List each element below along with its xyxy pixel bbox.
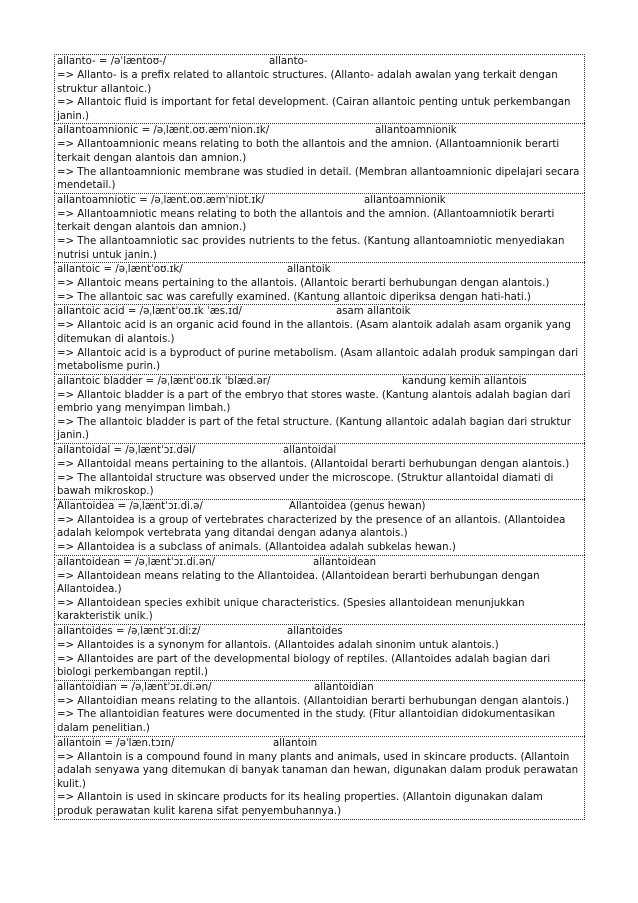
- example-sentence: => Allantoidea is a group of vertebrates characterized by the presence of an allantois. (Allantoidea adalah kelompok vertebrata yang ditandai dengan adanya alantois.): [57, 514, 566, 540]
- dictionary-entry: [54, 54, 585, 123]
- translation: allantoin: [273, 737, 318, 749]
- entry-header: [55, 737, 584, 751]
- translation: kandung kemih allantois: [402, 375, 527, 387]
- dictionary-entry: [54, 262, 585, 304]
- example-sentence: => Allantoidean means relating to the Allantoidea. (Allantoidean berarti berhubungan dengan Allantoidea.): [57, 570, 540, 596]
- dictionary-entry: [54, 304, 585, 373]
- dictionary-entry: [54, 193, 585, 262]
- headword-pronunciation: allantoic = /əˌlæntˈoʊ.ɪk/: [57, 264, 183, 276]
- example-sentence: => The allantoic bladder is part of the fetal structure. (Kantung allantoic adalah bagian dari struktur janin.): [57, 416, 571, 442]
- headword-pronunciation: Allantoidea = /əˌlæntˈɔɪ.di.ə/: [57, 500, 203, 512]
- headword-pronunciation: allantoides = /əˌlæntˈɔɪ.diːz/: [57, 626, 201, 637]
- example-sentence: => Allantoin is used in skincare products for its healing properties. (Allantoin digunakan dalam produk perawatan kulit karena sifat penyembuhannya.): [57, 792, 543, 817]
- example-sentence: => Allantoidian means relating to the allantois. (Allantoidian berarti berhubungan dengan alantois.): [57, 695, 569, 707]
- headword-pronunciation: allantoamniotic = /əˌlænt.oʊ.æmˈniɒt.ɪk/: [57, 194, 265, 206]
- example-sentence: => Allantoidea is a subclass of animals. (Allantoidea adalah subkelas hewan.): [57, 542, 456, 554]
- entry-header: [55, 124, 584, 138]
- entry-header: [55, 556, 584, 570]
- translation: allantoidean: [313, 556, 377, 568]
- entry-header: [55, 263, 584, 277]
- dictionary-entry: [54, 123, 585, 192]
- example-sentence: => Allantoides are part of the developmental biology of reptiles. (Allantoides adalah bagian dari biologi perkembangan reptil.): [57, 653, 551, 679]
- headword-pronunciation: allantoic acid = /əˌlæntˈoʊ.ɪk ˈæs.ɪd/: [57, 306, 242, 318]
- translation: allantoides: [287, 626, 343, 637]
- dictionary-entry: [54, 555, 585, 624]
- example-sentence: => Allantoides is a synonym for allantois. (Allantoides adalah sinonim untuk alantois.): [57, 640, 499, 651]
- translation: allantoamnionik: [364, 194, 446, 206]
- entry-header: [55, 625, 584, 639]
- dictionary-entry: [54, 736, 585, 820]
- translation: asam allantoik: [336, 306, 411, 318]
- example-sentence: => Allantoic bladder is a part of the embryo that stores waste. (Kantung alantois adalah bagian dari embrio yang menyimpan limbah.): [57, 389, 571, 415]
- entry-header: [55, 194, 584, 208]
- headword-pronunciation: allantoidian = /əˌlæntˈɔɪ.di.ən/: [57, 681, 212, 693]
- dictionary-entry: [54, 374, 585, 443]
- entry-header: [55, 55, 584, 69]
- translation: allanto-: [269, 56, 308, 67]
- headword-pronunciation: allantoamnionic = /əˌlænt.oʊ.æmˈnion.ɪk/: [57, 125, 270, 137]
- translation: allantoidian: [314, 681, 374, 693]
- dictionary-entry: [54, 624, 585, 680]
- example-sentence: => The allantoic sac was carefully examined. (Kantung allantoic diperiksa dengan hati-hati.): [57, 291, 531, 303]
- headword-pronunciation: allantoin = /əˈlæn.tɔɪn/: [57, 737, 175, 749]
- translation: Allantoidea (genus hewan): [289, 500, 426, 512]
- example-sentence: => Allantoamniotic means relating to both the allantois and the amnion. (Allantoamniotik berarti terkait dengan alantois dan amnion.): [57, 208, 555, 234]
- example-sentence: => Allantoic means pertaining to the allantois. (Allantoic berarti berhubungan dengan alantois.): [57, 278, 550, 290]
- example-sentence: => Allantoidean species exhibit unique characteristics. (Spesies allantoidean menunjukkan karakteristik unik.): [57, 597, 525, 623]
- entry-header: [55, 500, 584, 514]
- dictionary-entry: [54, 443, 585, 499]
- dictionary-table: [54, 54, 585, 820]
- headword-pronunciation: allantoic bladder = /əˌlæntˈoʊ.ɪk ˈblæd.ər/: [57, 375, 271, 387]
- example-sentence: => Allantoic fluid is important for fetal development. (Cairan allantoic penting untuk perkembangan janin.): [57, 97, 571, 122]
- example-sentence: => The allantoamniotic sac provides nutrients to the fetus. (Kantung allantoamniotic menyediakan nutrisi untuk janin.): [57, 235, 565, 261]
- headword-pronunciation: allanto- = /əˈlæntoʊ-/: [57, 56, 167, 67]
- example-sentence: => Allantoic acid is a byproduct of purine metabolism. (Asam allantoic adalah produk sampingan dari metabolisme purin.): [57, 347, 579, 373]
- entry-header: [55, 681, 584, 695]
- entry-header: [55, 375, 584, 389]
- headword-pronunciation: allantoidal = /əˌlæntˈɔɪ.dəl/: [57, 445, 196, 457]
- headword-pronunciation: allantoidean = /əˌlæntˈɔɪ.di.ən/: [57, 556, 216, 568]
- translation: allantoik: [287, 264, 331, 276]
- translation: allantoidal: [283, 445, 337, 457]
- dictionary-entry: [54, 499, 585, 555]
- example-sentence: => Allantoidal means pertaining to the allantois. (Allantoidal berarti berhubungan dengan alantois.): [57, 459, 570, 471]
- example-sentence: => Allantoin is a compound found in many plants and animals, used in skincare products. (Allantoin adalah senyawa yang ditemukan di banyak tanaman dan hewan, digunakan dalam produk perawatan kulit.): [57, 751, 579, 790]
- dictionary-entry: [54, 680, 585, 736]
- example-sentence: => Allantoic acid is an organic acid found in the allantois. (Asam alantoik adalah asam organik yang ditemukan di alantois.): [57, 320, 571, 345]
- entry-header: [55, 444, 584, 458]
- entry-header: [55, 305, 584, 319]
- example-sentence: => The allantoamnionic membrane was studied in detail. (Membran allantoamnionic dipelajari secara mendetail.): [57, 166, 580, 192]
- example-sentence: => The allantoidal structure was observed under the microscope. (Struktur allantoidal diamati di bawah mikroskop.): [57, 472, 554, 498]
- translation: allantoamnionik: [375, 125, 457, 137]
- example-sentence: => Allantoamnionic means relating to both the allantois and the amnion. (Allantoamnionik berarti terkait dengan alantois dan amnion.): [57, 139, 560, 164]
- example-sentence: => The allantoidian features were documented in the study. (Fitur allantoidian didokumentasikan dalam penelitian.): [57, 709, 556, 734]
- example-sentence: => Allanto- is a prefix related to allantoic structures. (Allanto- adalah awalan yang terkait dengan struktur allantoic.): [57, 70, 558, 95]
